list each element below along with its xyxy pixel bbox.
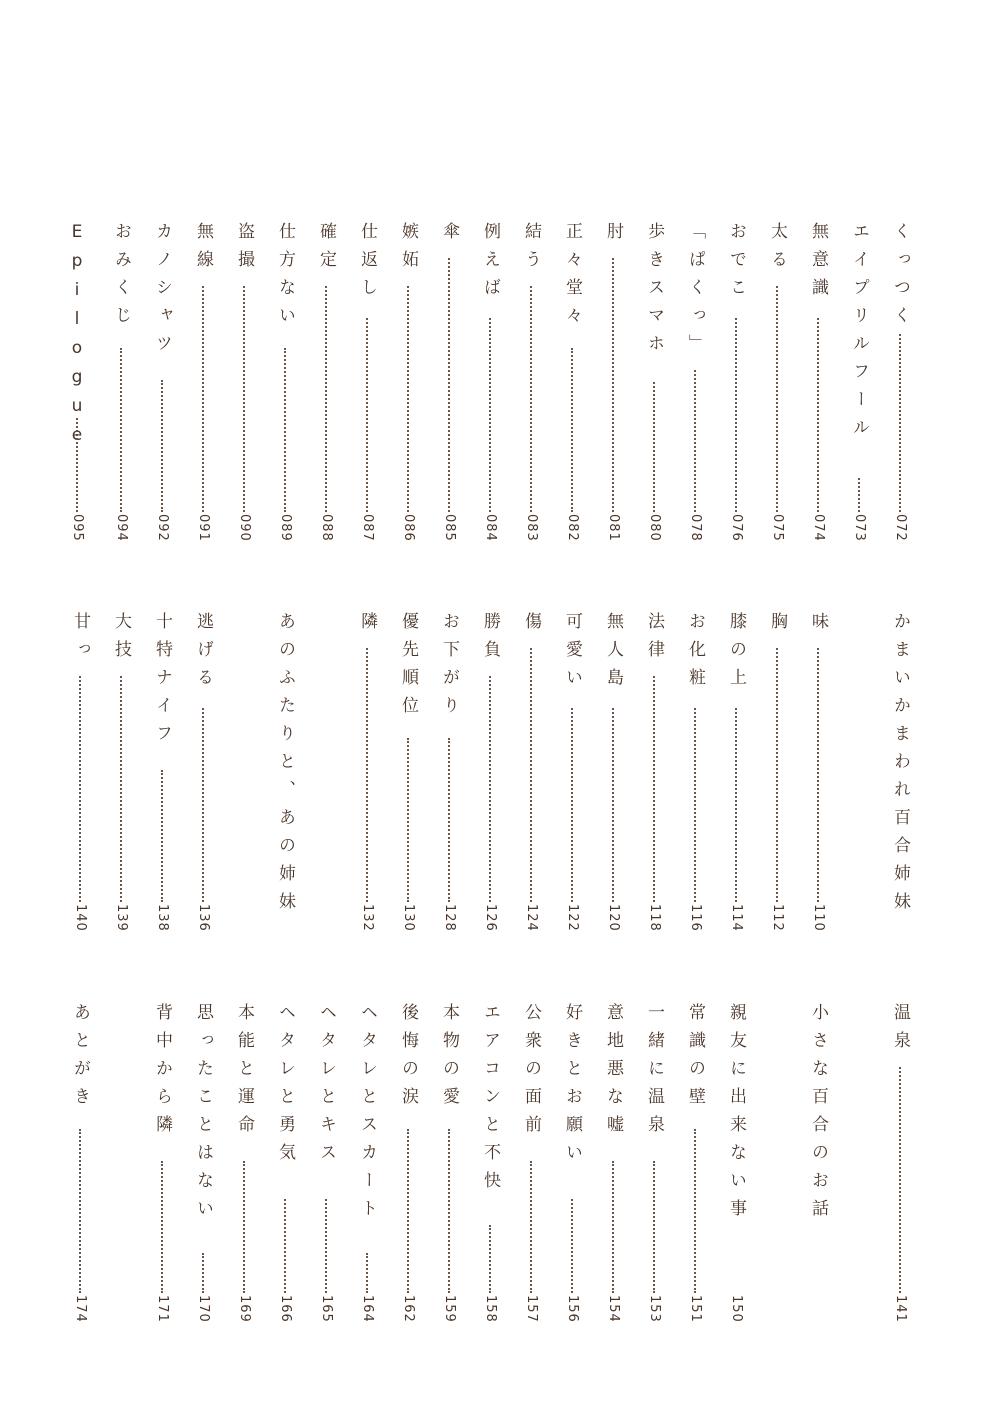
entry-page: 169 [237,1295,252,1323]
entry-page: 116 [688,904,703,932]
entry-page: 072 [893,514,908,542]
entry-title: 肘 [603,222,623,250]
entry-title: 結う [521,222,541,278]
entry-page: 138 [155,904,170,932]
entry-page: 171 [155,1295,170,1323]
toc-entry [390,1003,426,1333]
toc-entry [431,1003,467,1333]
entry-title: 公衆の面前 [521,1003,541,1143]
leader-dots [161,1161,163,1293]
toc-entry [513,1003,549,1333]
entry-title: 無線 [193,222,213,278]
toc-entry [62,612,98,942]
entry-title: お化粧 [685,612,705,696]
entry-page: 074 [811,514,826,542]
entry-page: 166 [278,1295,293,1323]
entry-title: 甘っ [70,612,90,668]
entry-page: 073 [852,514,867,542]
toc-entry [185,222,221,552]
toc-entry [431,612,467,942]
entry-title: 無人島 [603,612,623,696]
leader-dots [161,770,163,902]
leader-dots [284,348,286,512]
entry-page: 080 [647,514,662,542]
toc-section-2 [0,612,1000,942]
toc-entry [595,612,631,942]
entry-page: 118 [647,904,662,932]
toc-entry [308,1003,344,1333]
entry-title: 好きとお願い [562,1003,582,1171]
leader-dots [735,318,737,512]
entry-page: 076 [729,514,744,542]
entry-page: 159 [442,1295,457,1323]
entry-page: 136 [196,904,211,932]
entry-title: 傘 [439,222,459,250]
entry-title: 逃げる [193,612,213,696]
leader-dots [571,348,573,512]
toc-entry [800,612,836,942]
toc-entry [595,1003,631,1333]
toc-entry [554,222,590,552]
entry-page: 162 [401,1295,416,1323]
leader-dots [161,380,163,512]
entry-page: 095 [70,514,85,542]
entry-page: 174 [73,1295,88,1323]
entry-page: 082 [565,514,580,542]
entry-page: 078 [688,514,703,542]
entry-page: 170 [196,1295,211,1323]
leader-dots [530,1161,532,1293]
toc-entry [62,1003,98,1333]
entry-page: 083 [524,514,539,542]
entry-page: 157 [524,1295,539,1323]
leader-dots [530,286,532,512]
leader-dots [694,370,696,512]
leader-dots [817,318,819,512]
toc-section-3 [0,1003,1000,1333]
entry-page: 139 [114,904,129,932]
entry-title: 確定 [316,222,336,278]
leader-dots [243,1161,245,1293]
toc-entry [349,1003,385,1333]
leader-dots [448,1129,450,1293]
leader-dots [202,708,204,902]
leader-dots [776,286,778,512]
entry-title: 十特ナイフ [152,612,172,752]
entry-title: 正々堂々 [562,222,582,334]
toc-entry [841,222,877,552]
leader-dots [79,1129,81,1293]
leader-dots [120,676,122,902]
leader-dots [79,676,81,902]
leader-dots [612,258,614,512]
part-title: かまいかまわれ百合姉妹 [890,612,910,920]
entry-title: 本能と運命 [234,1003,254,1143]
entry-page: 112 [770,904,785,932]
leader-dots [448,738,450,902]
leader-dots [489,318,491,512]
entry-title: 盗撮 [234,222,254,278]
toc-entry [718,1003,754,1333]
entry-title: 思ったことはない [193,1003,213,1227]
toc-entry [677,222,713,552]
entry-page: 151 [688,1295,703,1323]
entry-title: 無意識 [808,222,828,306]
entry-title: ヘタレとスカート [357,1003,377,1227]
toc-entry [636,1003,672,1333]
leader-dots [653,1161,655,1293]
toc-entry [103,222,139,552]
toc-entry [759,222,795,552]
entry-page: 141 [893,1295,908,1323]
entry-page: 154 [606,1295,621,1323]
entry-page: 128 [442,904,457,932]
part-title: 小さな百合のお話 [808,1003,828,1227]
entry-title: 意地悪な嘘 [603,1003,623,1143]
leader-dots [76,418,78,512]
leader-dots [571,708,573,902]
entry-page: 087 [360,514,375,542]
entry-page: 150 [729,1295,744,1323]
toc-part-title [882,612,918,942]
entry-title: 背中から隣 [152,1003,172,1143]
toc-entry [554,612,590,942]
leader-dots [694,1129,696,1293]
entry-page: 088 [319,514,334,542]
toc-entry [677,1003,713,1333]
leader-dots [776,648,778,902]
toc-entry [718,612,754,942]
toc-entry [882,222,918,552]
entry-title: 胸 [767,612,787,640]
leader-dots [653,676,655,902]
entry-page: 094 [114,514,129,542]
entry-title: 可愛い [562,612,582,696]
leader-dots [325,286,327,512]
leader-dots [571,1199,573,1293]
entry-page: 132 [360,904,375,932]
leader-dots [448,258,450,512]
entry-page: 092 [155,514,170,542]
toc-entry [759,612,795,942]
entry-title: お下がり [439,612,459,724]
toc-entry [390,612,426,942]
entry-title: 法律 [644,612,664,668]
toc-entry [308,222,344,552]
toc-entry [226,222,262,552]
leader-dots [489,1225,491,1293]
entry-page: 086 [401,514,416,542]
entry-page: 091 [196,514,211,542]
toc-entry [554,1003,590,1333]
leader-dots [202,1253,204,1293]
leader-dots [407,1129,409,1293]
entry-title: 後悔の涙 [398,1003,418,1115]
entry-title: 大技 [111,612,131,668]
entry-title: Epilogue [67,222,87,454]
entry-page: 153 [647,1295,662,1323]
leader-dots [202,286,204,512]
entry-title: 嫉妬 [398,222,418,278]
entry-page: 124 [524,904,539,932]
entry-title: 「ぱくっ」 [685,222,705,362]
entry-title: カノシャツ [152,222,172,362]
entry-title: 常識の壁 [685,1003,705,1115]
entry-page: 156 [565,1295,580,1323]
entry-title: 隣 [357,612,377,640]
toc-entry [882,1003,918,1333]
toc-entry [513,222,549,552]
toc-section-1 [0,222,1000,552]
toc-entry [513,612,549,942]
leader-dots [284,1199,286,1293]
entry-title: 仕返し [357,222,377,306]
entry-page: 090 [237,514,252,542]
toc-entry [144,1003,180,1333]
entry-title: おみくじ [111,222,131,334]
entry-page: 084 [483,514,498,542]
entry-page: 085 [442,514,457,542]
toc-entry [59,222,95,552]
leader-dots [120,348,122,512]
entry-title: 歩きスマホ [644,222,664,362]
leader-dots [817,648,819,902]
leader-dots [899,1067,901,1293]
leader-dots [694,708,696,902]
leader-dots [899,334,901,512]
toc-entry [472,1003,508,1333]
entry-page: 130 [401,904,416,932]
entry-page: 164 [360,1295,375,1323]
entry-title: 膝の上 [726,612,746,696]
leader-dots [407,738,409,902]
entry-title: 例えば [480,222,500,306]
leader-dots [612,708,614,902]
toc-entry [472,222,508,552]
entry-title: おでこ [726,222,746,306]
leader-dots [366,1253,368,1293]
entry-title: 本物の愛 [439,1003,459,1115]
toc-entry [185,1003,221,1333]
toc-entry [226,1003,262,1333]
toc-entry [267,222,303,552]
leader-dots [366,648,368,902]
entry-page: 075 [770,514,785,542]
leader-dots [735,708,737,902]
entry-title: あとがき [70,1003,90,1115]
toc-entry [636,222,672,552]
toc-entry [144,222,180,552]
entry-page: 089 [278,514,293,542]
entry-title: 仕方ない [275,222,295,334]
leader-dots [243,286,245,512]
toc-entry [472,612,508,942]
entry-page: 165 [319,1295,334,1323]
entry-page: 081 [606,514,621,542]
toc-entry [349,222,385,552]
toc-entry [636,612,672,942]
entry-title: 親友に出来ない事 [726,1003,746,1227]
entry-title: エイプリルフール [849,222,869,446]
toc-entry [800,222,836,552]
entry-title: 傷 [521,612,541,640]
entry-title: 勝負 [480,612,500,668]
leader-dots [325,1199,327,1293]
toc-entry [144,612,180,942]
toc-entry [390,222,426,552]
leader-dots [858,478,860,512]
entry-title: 太る [767,222,787,278]
entry-title: ヘタレとキス [316,1003,336,1171]
entry-title: 味 [808,612,828,640]
leader-dots [407,286,409,512]
entry-title: 優先順位 [398,612,418,724]
leader-dots [366,318,368,512]
toc-entry [595,222,631,552]
toc-entry [267,1003,303,1333]
entry-title: くっつく [890,222,910,334]
entry-title: 一緒に温泉 [644,1003,664,1143]
entry-page: 122 [565,904,580,932]
entry-page: 126 [483,904,498,932]
leader-dots [530,648,532,902]
entry-page: 140 [73,904,88,932]
entry-page: 110 [811,904,826,932]
toc-part-title [267,612,303,942]
leader-dots [612,1161,614,1293]
entry-page: 120 [606,904,621,932]
toc-entry [431,222,467,552]
toc-entry [185,612,221,942]
entry-page: 114 [729,904,744,932]
entry-page: 158 [483,1295,498,1323]
entry-title: 温泉 [890,1003,910,1059]
entry-title: ヘタレと勇気 [275,1003,295,1171]
entry-title: エアコンと不快 [480,1003,500,1199]
part-title: あのふたりと、あの姉妹 [275,612,295,920]
toc-entry [718,222,754,552]
toc-entry [103,612,139,942]
leader-dots [653,382,655,512]
toc-entry [677,612,713,942]
toc-entry [349,612,385,942]
leader-dots [489,676,491,902]
toc-part-title [800,1003,836,1333]
